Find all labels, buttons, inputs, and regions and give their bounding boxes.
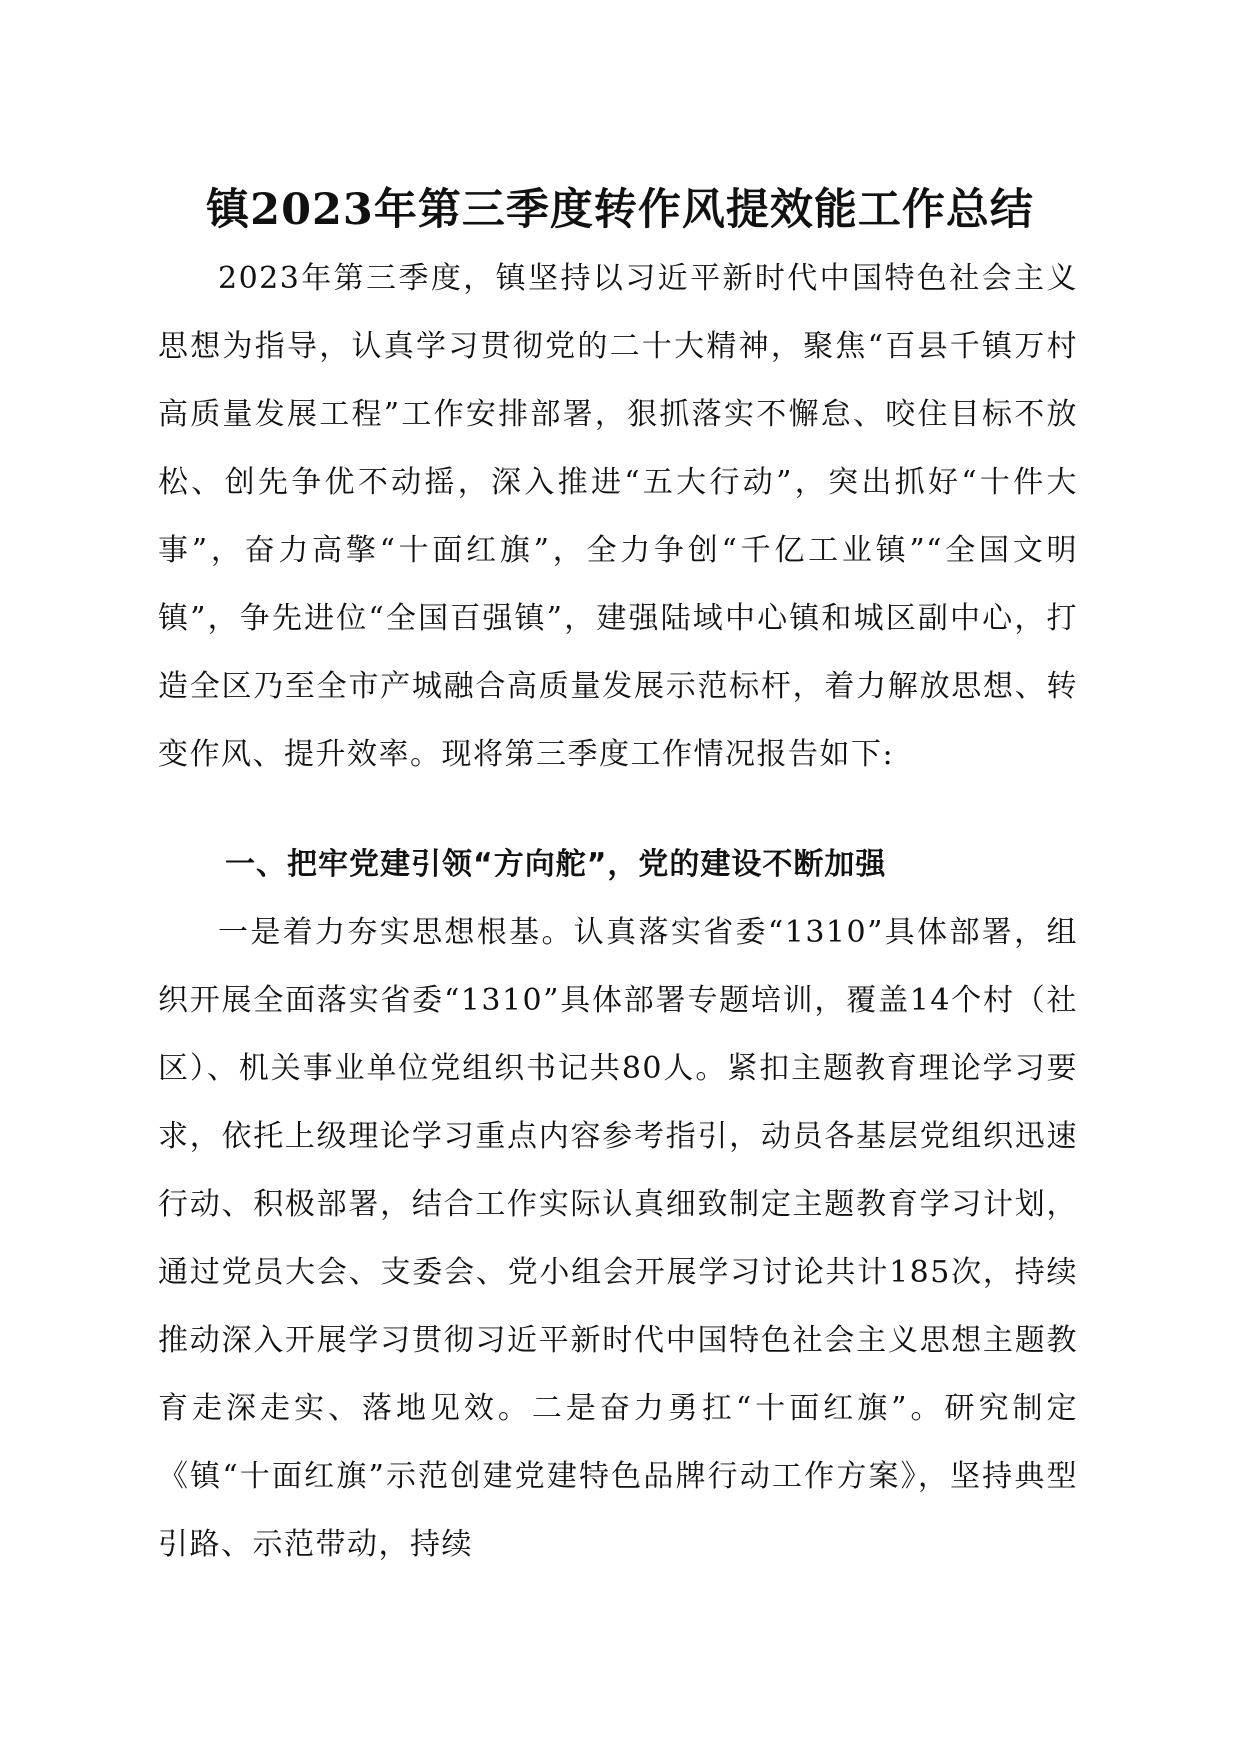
intro-section [158, 245, 1078, 789]
section-1-body [158, 899, 1078, 1579]
section-1-heading: 一、把牢党建引领“方向舵”，党的建设不断加强 [225, 847, 887, 882]
intro-paragraph: 2023年第三季度，镇坚持以习近平新时代中国特色社会主义思想为指导，认真学习贯彻党的二十大精神，聚焦“百县千镇万村高质量发展工程”工作安排部署，狠抓落实不懈怠、咬住目标不放松、创先争优不动摇，深入推进“五大行动”，突出抓好“十件大事”，奋力高擎“十面红旗”，全力争创“千亿工业镇”“全国文明镇”，争先进位“全国百强镇”，建强陆域中心镇和城区副中心，打造全区乃至全市产城融合高质量发展示范标杆，着力解放思想、转变作风、提升效率。现将第三季度工作情况报告如下: [158, 261, 1078, 772]
document-title: 镇2023年第三季度转作风提效能工作总结 [206, 185, 1034, 235]
section-1-paragraph: 一是着力夯实思想根基。认真落实省委“1310”具体部署，组织开展全面落实省委“1310”具体部署专题培训，覆盖14个村（社区）、机关事业单位党组织书记共80人。紧扣主题教育理论学习要求，依托上级理论学习重点内容参考指引，动员各基层党组织迅速行动、积极部署，结合工作实际认真细致制定主题教育学习计划，通过党员大会、支委会、党小组会开展学习讨论共计185次，持续推动深入开展学习贯彻习近平新时代中国特色社会主义思想主题教育走深走实、落地见效。二是奋力勇扛“十面红旗”。研究制定《镇“十面红旗”示范创建党建特色品牌行动工作方案》，坚持典型引路、示范带动，持续 [158, 915, 1078, 1562]
